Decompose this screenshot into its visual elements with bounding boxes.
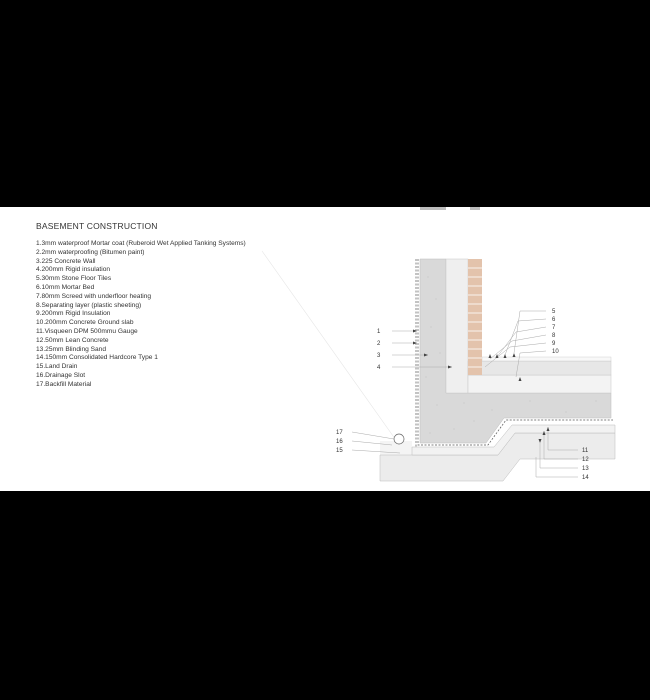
- legend-item: 11.Visqueen DPM 500mmu Gauge: [36, 327, 138, 335]
- callout-5: 5: [552, 309, 556, 315]
- legend-item: 6.10mm Mortar Bed: [36, 283, 95, 291]
- hardcore-layer: [380, 433, 615, 481]
- legend-item: 15.Land Drain: [36, 363, 78, 371]
- legend-item: 5.30mm Stone Floor Tiles: [36, 275, 112, 283]
- callout-1: 1: [377, 329, 381, 335]
- legend-item: 10.200mm Concrete Ground slab: [36, 319, 134, 327]
- callout-12: 12: [582, 457, 589, 463]
- top-brick-stub: [470, 207, 480, 210]
- legend-item: 14.150mm Consolidated Hardcore Type 1: [36, 354, 158, 362]
- callout-3: 3: [377, 353, 381, 359]
- callout-15: 15: [336, 448, 343, 454]
- callout-14: 14: [582, 475, 589, 481]
- callout-10: 10: [552, 349, 559, 355]
- legend-item: 17.Backfill Material: [36, 380, 92, 388]
- callout-7: 7: [552, 325, 556, 331]
- callout-13: 13: [582, 466, 589, 472]
- callout-2: 2: [377, 341, 381, 347]
- land-drain: [394, 434, 404, 444]
- wall-insulation: [446, 259, 468, 393]
- top-wall-stub: [420, 207, 446, 210]
- legend-item: 4.200mm Rigid insulation: [36, 266, 111, 274]
- callout-8: 8: [552, 333, 556, 339]
- callout-16: 16: [336, 439, 343, 445]
- legend-item: 12.50mm Lean Concrete: [36, 336, 109, 344]
- legend-item: 2.2mm waterproofing (Bitumen paint): [36, 248, 145, 256]
- screed-layer: [468, 361, 611, 375]
- callout-17: 17: [336, 430, 343, 436]
- callout-4: 4: [377, 365, 381, 371]
- legend-item: 16.Drainage Slot: [36, 371, 86, 379]
- drawing-title: BASEMENT CONSTRUCTION: [36, 221, 158, 231]
- legend-item: 3.225 Concrete Wall: [36, 257, 96, 265]
- callout-11: 11: [582, 448, 589, 454]
- legend-item: 8.Separating layer (plastic sheeting): [36, 301, 142, 309]
- legend-leader-line: [262, 251, 398, 443]
- legend-item: 13.25mm Blinding Sand: [36, 345, 107, 353]
- drawing-sheet: [0, 207, 650, 491]
- callout-6: 6: [552, 317, 556, 323]
- section-drawing: [0, 207, 650, 491]
- floor-insulation: [468, 375, 611, 393]
- callout-9: 9: [552, 341, 556, 347]
- floor-tiles: [482, 357, 611, 361]
- legend-item: 7.80mm Screed with underfloor heating: [36, 292, 152, 300]
- legend-item: 1.3mm waterproof Mortar coat (Ruberoid Wet Applied Tanking Systems): [36, 240, 246, 247]
- legend-item: 9.200mm Rigid Insulation: [36, 310, 111, 318]
